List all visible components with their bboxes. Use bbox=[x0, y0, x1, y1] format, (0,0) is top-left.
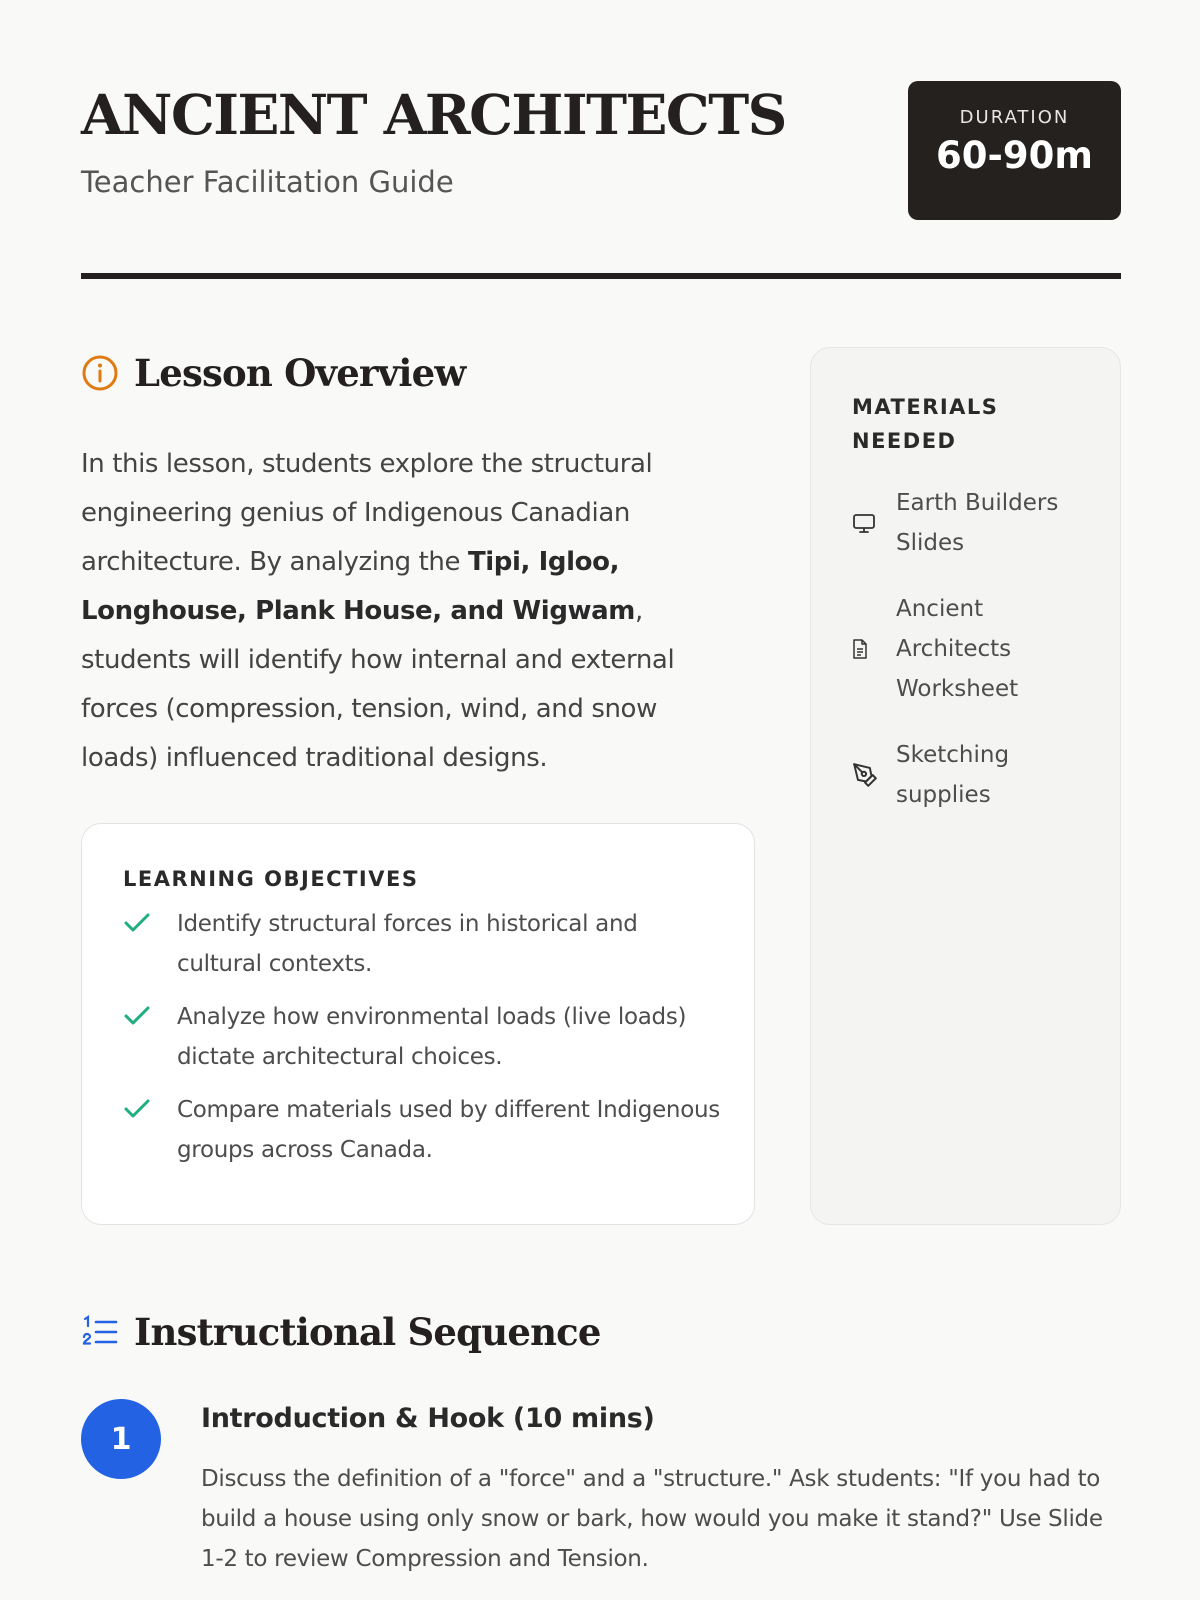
material-label: Earth Builders Slides bbox=[896, 490, 1059, 556]
material-item bbox=[852, 589, 1102, 709]
page-title: ANCIENT ARCHITECTS bbox=[81, 82, 786, 147]
lesson-overview-heading bbox=[81, 351, 465, 395]
instructional-sequence-heading bbox=[81, 1310, 601, 1354]
materials-card bbox=[810, 347, 1121, 1225]
objectives-list bbox=[123, 904, 723, 1183]
check-icon bbox=[123, 1090, 177, 1170]
material-item bbox=[852, 735, 1102, 815]
guide-page bbox=[81, 0, 1121, 1600]
info-icon bbox=[81, 354, 119, 392]
duration-label: DURATION bbox=[959, 107, 1070, 128]
duration-badge bbox=[908, 81, 1121, 220]
overview-text-start: In this lesson, students explore the structural engineering genius of Indigenous Canadian architecture. By analyzing the bbox=[81, 449, 653, 577]
objective-text: Compare materials used by different Indigenous groups across Canada. bbox=[177, 1097, 720, 1163]
objective-text: Analyze how environmental loads (live loads) dictate architectural choices. bbox=[177, 1004, 687, 1070]
document-icon bbox=[852, 639, 896, 659]
objective-text: Identify structural forces in historical and cultural contexts. bbox=[177, 911, 638, 977]
header-divider bbox=[81, 273, 1121, 279]
lesson-overview-title: Lesson Overview bbox=[134, 351, 466, 395]
pen-tool-icon bbox=[852, 762, 896, 788]
instructional-sequence-title: Instructional Sequence bbox=[134, 1310, 601, 1354]
step-title: Introduction & Hook (10 mins) bbox=[201, 1403, 655, 1434]
numbered-list-icon bbox=[81, 1313, 119, 1351]
learning-objectives-heading: LEARNING OBJECTIVES bbox=[123, 867, 419, 891]
step-number-badge: 1 bbox=[81, 1399, 161, 1479]
monitor-icon bbox=[852, 511, 896, 535]
check-icon bbox=[123, 997, 177, 1077]
duration-value: 60-90m bbox=[936, 134, 1093, 177]
objective-item bbox=[123, 904, 723, 984]
overview-text-end: , students will identify how internal and external forces (compression, tension, wind, and snow loads) influenced traditional designs. bbox=[81, 596, 675, 773]
learning-objectives-card bbox=[81, 823, 755, 1225]
objective-item bbox=[123, 1090, 723, 1170]
objective-item bbox=[123, 997, 723, 1077]
material-label: Ancient Architects Worksheet bbox=[896, 596, 1019, 702]
material-label: Sketching supplies bbox=[896, 742, 1010, 808]
materials-heading: MATERIALS NEEDED bbox=[852, 395, 999, 453]
materials-list bbox=[852, 483, 1102, 841]
material-item bbox=[852, 483, 1102, 563]
check-icon bbox=[123, 904, 177, 984]
lesson-overview-text bbox=[81, 440, 731, 783]
step-description: Discuss the definition of a "force" and a "structure." Ask students: "If you had to build a house using only snow or bark, how would you make it stand?" Use Slide 1-2 to review Compression and Tension. bbox=[201, 1466, 1103, 1572]
overview-structures: Tipi, Igloo, Longhouse, Plank House, and Wigwam bbox=[81, 547, 635, 626]
page-subtitle: Teacher Facilitation Guide bbox=[81, 165, 454, 199]
